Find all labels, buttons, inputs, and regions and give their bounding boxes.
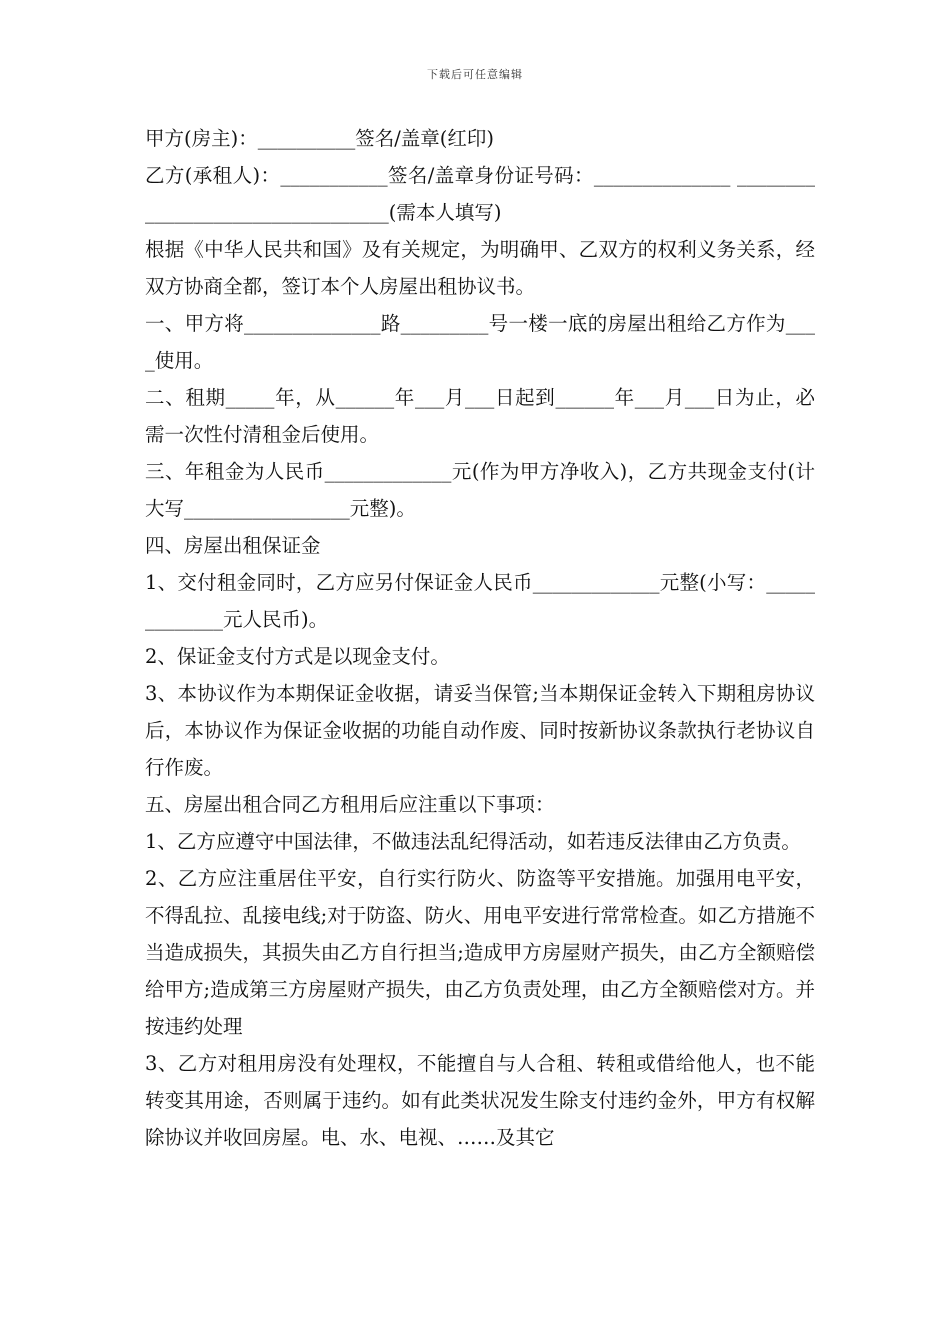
clause-5-2: 2、乙方应注重居住平安，自行实行防火、防盗等平安措施。加强用电平安，不得乱拉、乱接电线;对于防盗、防火、用电平安进行常常检查。如乙方措施不当造成损失，其损失由乙方自行担当;造成甲方房屋财产损失，由乙方全额赔偿给甲方;造成第三方房屋财产损失，由乙方负责处理，由乙方全额赔偿对方。并按违约处理	[145, 867, 815, 1038]
party-a-line: 甲方(房主)：__________签名/盖章(红印)	[145, 127, 495, 150]
clause-3-annual-rent: 三、年租金为人民币_____________元(作为甲方净收入)，乙方共现金支付(计大写_________________元整)。	[145, 460, 815, 520]
preamble-paragraph: 根据《中华人民共和国》及有关规定，为明确甲、乙双方的权利义务关系，经双方协商全都，签订本个人房屋出租协议书。	[145, 238, 815, 298]
clause-4-deposit-heading: 四、房屋出租保证金	[145, 534, 321, 557]
clause-5-heading: 五、房屋出租合同乙方租用后应注重以下事项：	[145, 793, 555, 816]
clause-4-1: 1、交付租金同时，乙方应另付保证金人民币_____________元整(小写：_____________元人民币)。	[145, 571, 815, 631]
clause-5-1: 1、乙方应遵守中国法律，不做违法乱纪得活动，如若违反法律由乙方负责。	[145, 830, 801, 853]
clause-1-premises: 一、甲方将______________路_________号一楼一底的房屋出租给乙方作为____使用。	[145, 312, 815, 372]
document-body	[145, 120, 815, 1156]
page-header-note: 下载后可任意编辑	[427, 68, 523, 81]
clause-2-lease-term: 二、租期_____年，从______年___月___日起到______年___月___日为止，必需一次性付清租金后使用。	[145, 386, 815, 446]
party-b-line: 乙方(承租人)：___________签名/盖章身份证号码：______________ _________________________________(需本人填写)	[145, 164, 815, 224]
clause-4-3: 3、本协议作为本期保证金收据，请妥当保管;当本期保证金转入下期租房协议后，本协议作为保证金收据的功能自动作废、同时按新协议条款执行老协议自行作废。	[145, 682, 815, 779]
clause-5-3: 3、乙方对租用房没有处理权，不能擅自与人合租、转租或借给他人，也不能转变其用途，否则属于违约。如有此类状况发生除支付违约金外，甲方有权解除协议并收回房屋。电、水、电视、……及其它	[145, 1052, 815, 1149]
clause-4-2: 2、保证金支付方式是以现金支付。	[145, 645, 450, 668]
